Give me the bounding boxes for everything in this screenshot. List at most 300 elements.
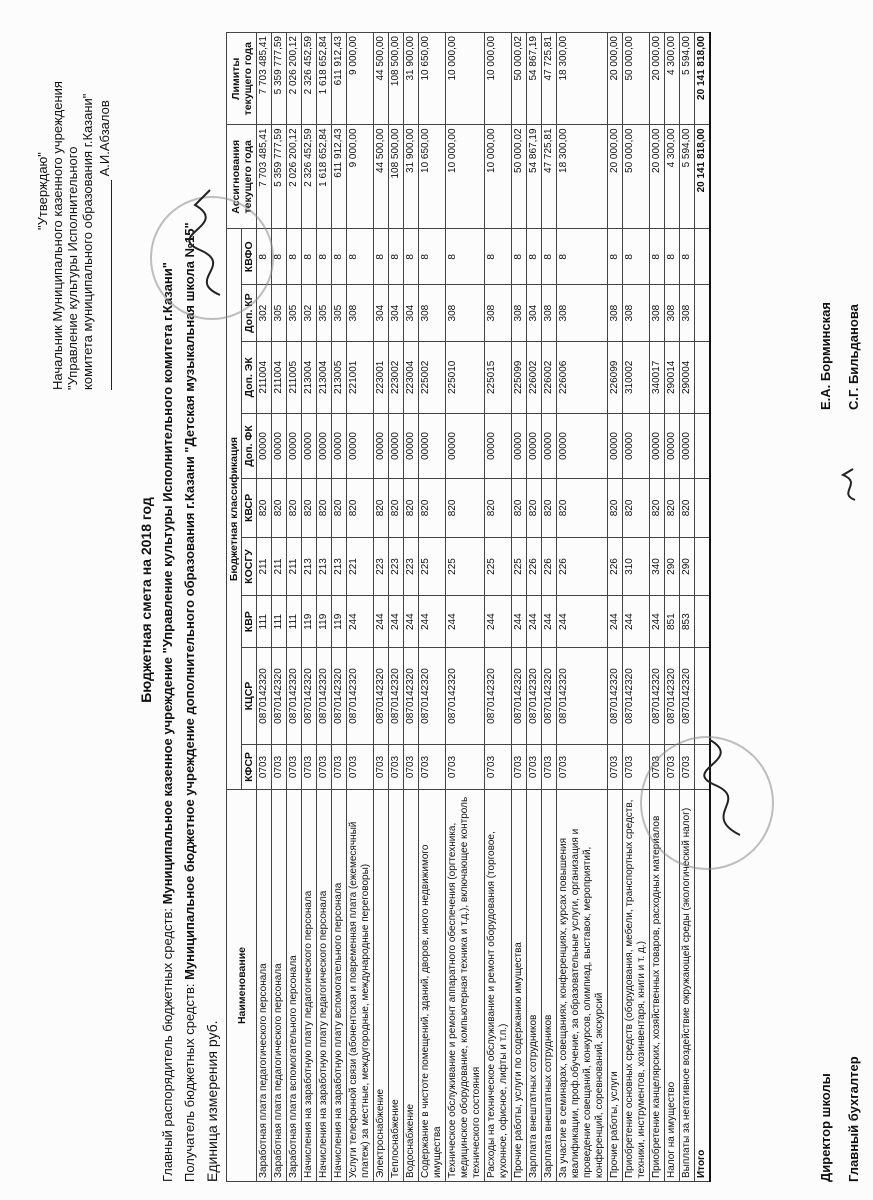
cell-kfsr: 0703: [347, 744, 374, 789]
cell-limits: 2 326 452,59: [302, 33, 317, 125]
table-row: [389, 33, 404, 1182]
cell-kvfo: 8: [623, 229, 650, 285]
cell-kvsr: 820: [446, 479, 485, 538]
cell-assign: 10 000,00: [485, 125, 512, 229]
cell-limits: 611 912,43: [332, 33, 347, 125]
cell-kvfo: 8: [665, 229, 680, 285]
cell-kvfo: 8: [257, 229, 272, 285]
cell-kosgu: 223: [404, 537, 419, 596]
cell-kvfo: 8: [404, 229, 419, 285]
table-row: [485, 33, 512, 1182]
cell-kosgu: 213: [332, 537, 347, 596]
cell-kcsr: 0870142320: [650, 648, 665, 745]
cell-kvfo: 8: [302, 229, 317, 285]
cell-dop-kr: 304: [374, 285, 389, 341]
cell-name: Расходы на техническое обслуживание и ремонт оборудования (торговое, кухонное, офисное, лифты и т.п.): [485, 790, 512, 1182]
table-row: [542, 33, 557, 1182]
cell-dop-kr: 304: [527, 285, 542, 341]
cell-assign: 1 618 652,84: [317, 125, 332, 229]
cell-dop-kr: 302: [302, 285, 317, 341]
col-dopek-header: Доп. ЭК: [242, 341, 257, 413]
cell-dop-kr: 305: [272, 285, 287, 341]
cell-dop-ek: 213005: [332, 341, 347, 413]
cell-kvr: 244: [404, 596, 419, 648]
cell-assign: 50 000,02: [512, 125, 527, 229]
cell-dop-fk: 00000: [542, 413, 557, 478]
cell-limits: 9 000,00: [347, 33, 374, 125]
cell-dop-ek: 223004: [404, 341, 419, 413]
cell-kcsr: 0870142320: [542, 648, 557, 745]
col-dopkr-header: Доп. КР: [242, 285, 257, 341]
cell-kvr: 111: [287, 596, 302, 648]
cell-kfsr: 0703: [419, 744, 446, 789]
cell-assign: 50 000,00: [623, 125, 650, 229]
cell-name: Зарплата внештатных сотрудников: [542, 790, 557, 1182]
cell-kosgu: 211: [287, 537, 302, 596]
cell-kvsr: 820: [347, 479, 374, 538]
cell-kfsr: 0703: [608, 744, 623, 789]
col-kcsr-header: КЦСР: [242, 648, 257, 745]
cell-kcsr: 0870142320: [287, 648, 302, 745]
cell-kvsr: 820: [557, 479, 608, 538]
cell-dop-fk: 00000: [347, 413, 374, 478]
total-limits: 20 141 818,00: [695, 33, 711, 125]
cell-dop-ek: 225015: [485, 341, 512, 413]
cell-kvfo: 8: [287, 229, 302, 285]
cell-kvfo: 8: [542, 229, 557, 285]
cell-kcsr: 0870142320: [404, 648, 419, 745]
cell-dop-ek: 221001: [347, 341, 374, 413]
cell-assign: 31 900,00: [404, 125, 419, 229]
cell-kvr: 119: [332, 596, 347, 648]
cell-kvfo: 8: [419, 229, 446, 285]
cell-name: Теплоснабжение: [389, 790, 404, 1182]
cell-dop-fk: 00000: [332, 413, 347, 478]
cell-kvsr: 820: [665, 479, 680, 538]
accountant-signature-scribble: [835, 465, 865, 505]
cell-kfsr: 0703: [446, 744, 485, 789]
cell-assign: 20 000,00: [650, 125, 665, 229]
cell-limits: 20 000,00: [608, 33, 623, 125]
cell-kvr: 244: [419, 596, 446, 648]
cell-limits: 50 000,00: [623, 33, 650, 125]
cell-assign: 18 300,00: [557, 125, 608, 229]
cell-kvsr: 820: [389, 479, 404, 538]
cell-assign: 2 026 200,12: [287, 125, 302, 229]
cell-dop-kr: 302: [257, 285, 272, 341]
approval-line: Начальник Муниципального казенного учреждения: [50, 81, 65, 390]
cell-kcsr: 0870142320: [257, 648, 272, 745]
table-row: [287, 33, 302, 1182]
cell-dop-fk: 00000: [317, 413, 332, 478]
table-row: [608, 33, 623, 1182]
cell-kfsr: 0703: [557, 744, 608, 789]
cell-kvfo: 8: [374, 229, 389, 285]
cell-kvfo: 8: [527, 229, 542, 285]
cell-assign: 44 500,00: [374, 125, 389, 229]
approval-line: комитета муниципального образования г.Казани": [80, 93, 95, 390]
recipient-line: [182, 222, 197, 1182]
cell-dop-kr: 304: [404, 285, 419, 341]
cell-dop-kr: 308: [665, 285, 680, 341]
cell-kfsr: 0703: [317, 744, 332, 789]
approval-line: "Управление культуры Исполнительного: [65, 146, 80, 390]
cell-kosgu: 213: [317, 537, 332, 596]
cell-dop-fk: 00000: [446, 413, 485, 478]
recipient-prefix: Получатель бюджетных средств:: [182, 983, 197, 1182]
cell-dop-ek: 225099: [512, 341, 527, 413]
table-row: [404, 33, 419, 1182]
cell-kvsr: 820: [374, 479, 389, 538]
cell-kosgu: 211: [272, 537, 287, 596]
cell-dop-fk: 00000: [680, 413, 695, 478]
cell-assign: 10 650,00: [419, 125, 446, 229]
cell-kvsr: 820: [332, 479, 347, 538]
cell-kfsr: 0703: [542, 744, 557, 789]
cell-kvsr: 820: [302, 479, 317, 538]
cell-limits: 10 650,00: [419, 33, 446, 125]
cell-kcsr: 0870142320: [512, 648, 527, 745]
cell-kosgu: 225: [446, 537, 485, 596]
table-row: [317, 33, 332, 1182]
cell-kvfo: 8: [485, 229, 512, 285]
cell-kfsr: 0703: [374, 744, 389, 789]
cell-kcsr: 0870142320: [332, 648, 347, 745]
cell-kvr: 111: [257, 596, 272, 648]
cell-kcsr: 0870142320: [374, 648, 389, 745]
table-row: [527, 33, 542, 1182]
cell-kvfo: 8: [446, 229, 485, 285]
total-label: Итого: [695, 790, 711, 1182]
cell-kcsr: 0870142320: [623, 648, 650, 745]
cell-kvfo: 8: [608, 229, 623, 285]
cell-kosgu: 211: [257, 537, 272, 596]
cell-dop-ek: 225010: [446, 341, 485, 413]
cell-kvr: 244: [650, 596, 665, 648]
cell-kvr: 244: [608, 596, 623, 648]
table-row: [419, 33, 446, 1182]
table-row: [302, 33, 317, 1182]
cell-kosgu: 225: [419, 537, 446, 596]
cell-dop-kr: 308: [446, 285, 485, 341]
cell-kvr: 244: [374, 596, 389, 648]
cell-kvfo: 8: [512, 229, 527, 285]
col-kosgu-header: КОСГУ: [242, 537, 257, 596]
cell-kvfo: 8: [650, 229, 665, 285]
cell-kvsr: 820: [404, 479, 419, 538]
cell-dop-kr: 305: [287, 285, 302, 341]
cell-dop-kr: 308: [419, 285, 446, 341]
cell-kvr: 244: [542, 596, 557, 648]
cell-kfsr: 0703: [665, 744, 680, 789]
cell-kcsr: 0870142320: [302, 648, 317, 745]
cell-assign: 54 867,19: [527, 125, 542, 229]
cell-kvr: 244: [557, 596, 608, 648]
cell-kfsr: 0703: [485, 744, 512, 789]
manager-name: Муниципальное казенное учреждение "Управление культуры Исполнительного комитета г.Казани": [160, 262, 175, 905]
cell-kosgu: 226: [557, 537, 608, 596]
table-row: [623, 33, 650, 1182]
cell-kcsr: 0870142320: [557, 648, 608, 745]
table-row: [257, 33, 272, 1182]
cell-name: Содержание в чистоте помещений, зданий, дворов, иного недвижимого имущества: [419, 790, 446, 1182]
cell-kvfo: 8: [317, 229, 332, 285]
unit-label: Единица измерения руб.: [204, 1020, 220, 1182]
cell-kcsr: 0870142320: [446, 648, 485, 745]
table-row: [512, 33, 527, 1182]
cell-kvfo: 8: [272, 229, 287, 285]
cell-dop-kr: 305: [332, 285, 347, 341]
cell-kcsr: 0870142320: [272, 648, 287, 745]
approval-signer: А.И.Абзалов: [97, 100, 112, 177]
cell-name: За участие в семинарах, совещаниях, конференциях, курсах повышения квалификации, проф.обучение, за образовательные услуги, организация и проведение совещаний, конкурсов, олимпиад, выставок, мероприятий, конференций, соревнований, экскурсий: [557, 790, 608, 1182]
cell-name: Заработная плата педагогического персонала: [272, 790, 287, 1182]
total-assign: 20 141 818,00: [695, 125, 711, 229]
cell-kcsr: 0870142320: [347, 648, 374, 745]
cell-dop-ek: 225002: [419, 341, 446, 413]
cell-kvr: 244: [623, 596, 650, 648]
approval-signature-scribble: [180, 180, 240, 300]
cell-dop-kr: 308: [347, 285, 374, 341]
cell-kvr: 119: [317, 596, 332, 648]
cell-name: Приобретение основных средств (оборудования, мебели, транспортных средств, техники, инструментов, хозинвентаря, книги и т. д.): [623, 790, 650, 1182]
cell-name: Техническое обслуживание и ремонт аппаратного обеспечения (оргтехника, медицинское оборудование, компьютерная техника и т.д.), включающее контроль технического состояния: [446, 790, 485, 1182]
cell-dop-kr: 308: [512, 285, 527, 341]
col-dopfk-header: Доп. ФК: [242, 413, 257, 478]
cell-limits: 20 000,00: [650, 33, 665, 125]
cell-kvr: 111: [272, 596, 287, 648]
cell-dop-ek: 290014: [665, 341, 680, 413]
cell-kfsr: 0703: [650, 744, 665, 789]
cell-dop-kr: 308: [650, 285, 665, 341]
cell-dop-kr: 305: [317, 285, 332, 341]
cell-dop-fk: 00000: [512, 413, 527, 478]
table-row: [347, 33, 374, 1182]
cell-dop-fk: 00000: [257, 413, 272, 478]
recipient-name: Муниципальное бюджетное учреждение дополнительного образования г.Казани "Детская музыкальная школа №15": [182, 222, 197, 980]
cell-dop-fk: 00000: [374, 413, 389, 478]
cell-kvr: 244: [527, 596, 542, 648]
document-title: Бюджетная смета на 2018 год: [138, 497, 154, 703]
cell-dop-fk: 00000: [272, 413, 287, 478]
cell-dop-kr: 304: [389, 285, 404, 341]
cell-kosgu: 223: [374, 537, 389, 596]
approval-title: "Утверждаю": [35, 152, 50, 230]
cell-assign: 10 000,00: [446, 125, 485, 229]
cell-assign: 20 000,00: [608, 125, 623, 229]
col-kvsr-header: КВСР: [242, 479, 257, 538]
cell-kvfo: 8: [347, 229, 374, 285]
cell-name: Начисления на заработную плату вспомогательного персонала: [332, 790, 347, 1182]
cell-limits: 10 000,00: [485, 33, 512, 125]
cell-dop-ek: 213004: [302, 341, 317, 413]
table-row: [557, 33, 608, 1182]
cell-kosgu: 225: [512, 537, 527, 596]
cell-kvfo: 8: [680, 229, 695, 285]
cell-dop-fk: 00000: [623, 413, 650, 478]
cell-kosgu: 225: [485, 537, 512, 596]
cell-kcsr: 0870142320: [389, 648, 404, 745]
manager-prefix: Главный распорядитель бюджетных средств:: [160, 907, 175, 1182]
table-row: [272, 33, 287, 1182]
cell-kcsr: 0870142320: [419, 648, 446, 745]
cell-dop-kr: 308: [623, 285, 650, 341]
cell-dop-fk: 00000: [557, 413, 608, 478]
director-name: Е.А. Борминская: [818, 302, 833, 410]
cell-dop-ek: 226006: [557, 341, 608, 413]
col-assign-header: Ассигнования текущего года: [227, 125, 257, 229]
cell-assign: 47 725,81: [542, 125, 557, 229]
cell-name: Прочие работы, услуги по содержанию имущества: [512, 790, 527, 1182]
cell-dop-ek: 211004: [257, 341, 272, 413]
cell-assign: 611 912,43: [332, 125, 347, 229]
cell-limits: 2 026 200,12: [287, 33, 302, 125]
cell-kfsr: 0703: [389, 744, 404, 789]
approval-signature-line: [97, 20, 112, 390]
cell-dop-fk: 00000: [389, 413, 404, 478]
col-group-header: Бюджетная классификация: [227, 229, 242, 790]
total-row: [695, 33, 711, 1182]
cell-kvfo: 8: [557, 229, 608, 285]
cell-kvr: 244: [512, 596, 527, 648]
cell-kfsr: 0703: [302, 744, 317, 789]
cell-kvr: 119: [302, 596, 317, 648]
cell-name: Прочие работы, услуги: [608, 790, 623, 1182]
cell-kvsr: 820: [512, 479, 527, 538]
table-row: [650, 33, 665, 1182]
cell-kvsr: 820: [608, 479, 623, 538]
cell-limits: 108 500,00: [389, 33, 404, 125]
cell-dop-fk: 00000: [404, 413, 419, 478]
table-row: [446, 33, 485, 1182]
cell-kfsr: 0703: [623, 744, 650, 789]
table-row: [680, 33, 695, 1182]
cell-kvsr: 820: [485, 479, 512, 538]
cell-assign: 9 000,00: [347, 125, 374, 229]
col-kvfo-header: КВФО: [242, 229, 257, 285]
cell-kvr: 851: [665, 596, 680, 648]
cell-dop-kr: 308: [542, 285, 557, 341]
cell-kvfo: 8: [389, 229, 404, 285]
cell-dop-kr: 308: [680, 285, 695, 341]
cell-kvsr: 820: [419, 479, 446, 538]
cell-dop-fk: 00000: [419, 413, 446, 478]
cell-limits: 5 594,00: [680, 33, 695, 125]
col-name-header: Наименование: [227, 790, 257, 1182]
cell-assign: 108 500,00: [389, 125, 404, 229]
cell-kosgu: 223: [389, 537, 404, 596]
manager-line: [160, 262, 175, 1182]
cell-limits: 18 300,00: [557, 33, 608, 125]
table-row: [374, 33, 389, 1182]
cell-kvsr: 820: [527, 479, 542, 538]
cell-dop-fk: 00000: [302, 413, 317, 478]
cell-kvsr: 820: [287, 479, 302, 538]
cell-kvsr: 820: [542, 479, 557, 538]
cell-limits: 1 618 652,84: [317, 33, 332, 125]
cell-dop-ek: 226099: [608, 341, 623, 413]
accountant-name: С.Г. Бильданова: [846, 304, 861, 410]
cell-kosgu: 310: [623, 537, 650, 596]
cell-kvsr: 820: [317, 479, 332, 538]
cell-kfsr: 0703: [257, 744, 272, 789]
cell-kvr: 244: [446, 596, 485, 648]
col-kvr-header: КВР: [242, 596, 257, 648]
approval-block: [35, 20, 112, 390]
cell-kcsr: 0870142320: [485, 648, 512, 745]
cell-kosgu: 226: [542, 537, 557, 596]
cell-kvsr: 820: [272, 479, 287, 538]
cell-kvsr: 820: [257, 479, 272, 538]
cell-name: Услуги телефонной связи (абонентская и повременная плата (ежемесячный платеж) за местные, междугородные, международные переговоры): [347, 790, 374, 1182]
cell-limits: 10 000,00: [446, 33, 485, 125]
cell-limits: 5 359 777,59: [272, 33, 287, 125]
cell-kosgu: 213: [302, 537, 317, 596]
cell-kvr: 244: [389, 596, 404, 648]
cell-limits: 31 900,00: [404, 33, 419, 125]
director-label: Директор школы: [818, 1073, 833, 1182]
cell-name: Водоснабжение: [404, 790, 419, 1182]
table-body: [257, 33, 695, 1182]
table-row: [665, 33, 680, 1182]
cell-limits: 7 703 485,41: [257, 33, 272, 125]
cell-dop-fk: 00000: [650, 413, 665, 478]
cell-kfsr: 0703: [680, 744, 695, 789]
cell-dop-kr: 308: [608, 285, 623, 341]
col-limits-header: Лимиты текущего года: [227, 33, 257, 125]
cell-name: Начисления на заработную плату педагогического персонала: [317, 790, 332, 1182]
cell-name: Электроснабжение: [374, 790, 389, 1182]
cell-kosgu: 226: [527, 537, 542, 596]
cell-name: Зарплата внештатных сотрудников: [527, 790, 542, 1182]
cell-kcsr: 0870142320: [317, 648, 332, 745]
cell-kfsr: 0703: [332, 744, 347, 789]
cell-dop-fk: 00000: [485, 413, 512, 478]
cell-kosgu: 340: [650, 537, 665, 596]
cell-assign: 4 300,00: [665, 125, 680, 229]
cell-kfsr: 0703: [527, 744, 542, 789]
cell-dop-ek: 211005: [287, 341, 302, 413]
cell-dop-ek: 223001: [374, 341, 389, 413]
cell-limits: 4 300,00: [665, 33, 680, 125]
cell-kfsr: 0703: [272, 744, 287, 789]
cell-kvfo: 8: [332, 229, 347, 285]
cell-kosgu: 290: [680, 537, 695, 596]
cell-kcsr: 0870142320: [608, 648, 623, 745]
cell-kfsr: 0703: [404, 744, 419, 789]
cell-name: Налог на имущество: [665, 790, 680, 1182]
cell-name: Выплаты за негативное воздействие окружающей среды (экологический налог): [680, 790, 695, 1182]
cell-dop-fk: 00000: [527, 413, 542, 478]
cell-kvsr: 820: [650, 479, 665, 538]
cell-dop-ek: 211004: [272, 341, 287, 413]
cell-name: Заработная плата вспомогательного персонала: [287, 790, 302, 1182]
budget-table: [226, 32, 711, 1182]
cell-dop-fk: 00000: [608, 413, 623, 478]
cell-kcsr: 0870142320: [665, 648, 680, 745]
cell-name: Приобретение канцелярских, хозяйственных товаров, расходных материалов: [650, 790, 665, 1182]
cell-limits: 50 000,02: [512, 33, 527, 125]
cell-assign: 5 359 777,59: [272, 125, 287, 229]
cell-dop-ek: 310002: [623, 341, 650, 413]
cell-name: Заработная плата педагогического персонала: [257, 790, 272, 1182]
cell-kvr: 244: [485, 596, 512, 648]
cell-dop-fk: 00000: [665, 413, 680, 478]
director-signature-scribble: [690, 730, 760, 840]
cell-kfsr: 0703: [512, 744, 527, 789]
col-kfsr-header: КФСР: [242, 744, 257, 789]
cell-kosgu: 221: [347, 537, 374, 596]
